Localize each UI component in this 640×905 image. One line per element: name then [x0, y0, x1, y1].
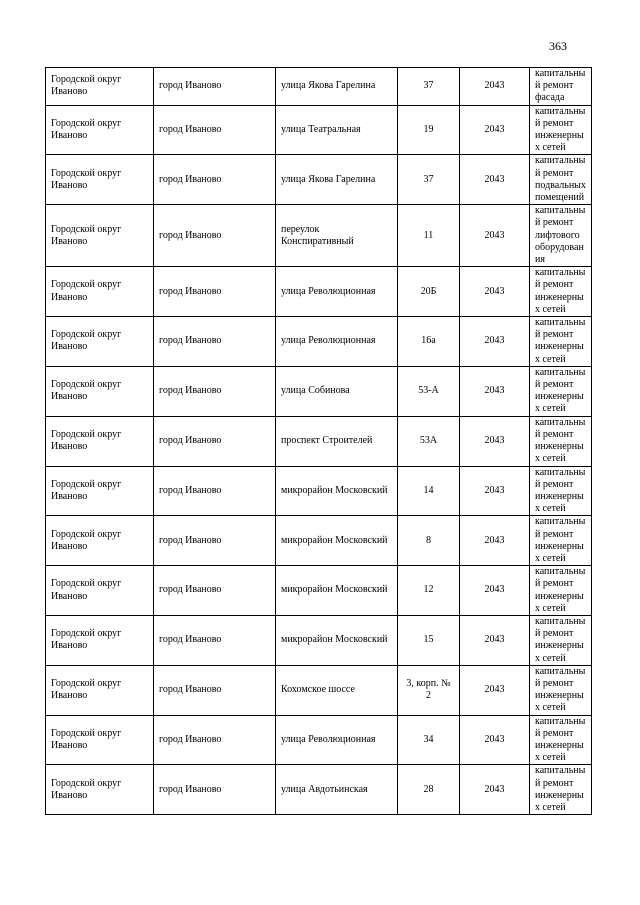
year-cell: 2043 [460, 68, 530, 106]
table-row [46, 516, 592, 566]
work-type-cell: капитальный ремонт фасада [530, 68, 592, 106]
table-row [46, 765, 592, 815]
street-cell: улица Революционная [276, 317, 398, 367]
region-cell: Городской округ Иваново [46, 155, 154, 205]
region-cell: Городской округ Иваново [46, 105, 154, 155]
city-cell: город Иваново [154, 366, 276, 416]
house-number-cell: 15 [398, 615, 460, 665]
work-type-cell: капитальный ремонт инженерных сетей [530, 715, 592, 765]
year-cell: 2043 [460, 665, 530, 715]
street-cell: улица Театральная [276, 105, 398, 155]
region-cell: Городской округ Иваново [46, 516, 154, 566]
region-cell: Городской округ Иваново [46, 466, 154, 516]
house-number-cell: 11 [398, 205, 460, 267]
year-cell: 2043 [460, 105, 530, 155]
year-cell: 2043 [460, 466, 530, 516]
table-row [46, 615, 592, 665]
table-row [46, 205, 592, 267]
city-cell: город Иваново [154, 155, 276, 205]
city-cell: город Иваново [154, 416, 276, 466]
page-number: 363 [549, 39, 567, 53]
table-row [46, 155, 592, 205]
work-type-cell: капитальный ремонт инженерных сетей [530, 566, 592, 616]
city-cell: город Иваново [154, 68, 276, 106]
region-cell: Городской округ Иваново [46, 366, 154, 416]
street-cell: Кохомское шоссе [276, 665, 398, 715]
year-cell: 2043 [460, 155, 530, 205]
city-cell: город Иваново [154, 765, 276, 815]
house-number-cell: 34 [398, 715, 460, 765]
city-cell: город Иваново [154, 205, 276, 267]
region-cell: Городской округ Иваново [46, 416, 154, 466]
house-number-cell: 53А [398, 416, 460, 466]
work-type-cell: капитальный ремонт инженерных сетей [530, 765, 592, 815]
house-number-cell: 20Б [398, 267, 460, 317]
region-cell: Городской округ Иваново [46, 317, 154, 367]
table-row [46, 267, 592, 317]
year-cell: 2043 [460, 267, 530, 317]
city-cell: город Иваново [154, 665, 276, 715]
year-cell: 2043 [460, 416, 530, 466]
table-row [46, 416, 592, 466]
work-type-cell: капитальный ремонт инженерных сетей [530, 267, 592, 317]
work-type-cell: капитальный ремонт инженерных сетей [530, 105, 592, 155]
house-number-cell: 53-А [398, 366, 460, 416]
house-number-cell: 19 [398, 105, 460, 155]
table-row [46, 105, 592, 155]
city-cell: город Иваново [154, 105, 276, 155]
street-cell: проспект Строителей [276, 416, 398, 466]
city-cell: город Иваново [154, 566, 276, 616]
region-cell: Городской округ Иваново [46, 68, 154, 106]
street-cell: улица Якова Гарелина [276, 68, 398, 106]
house-number-cell: 16а [398, 317, 460, 367]
street-cell: улица Революционная [276, 715, 398, 765]
year-cell: 2043 [460, 715, 530, 765]
street-cell: микрорайон Московский [276, 566, 398, 616]
work-type-cell: капитальный ремонт инженерных сетей [530, 665, 592, 715]
house-number-cell: 12 [398, 566, 460, 616]
region-cell: Городской округ Иваново [46, 715, 154, 765]
house-number-cell: 37 [398, 68, 460, 106]
street-cell: микрорайон Московский [276, 516, 398, 566]
year-cell: 2043 [460, 516, 530, 566]
work-type-cell: капитальный ремонт лифтового оборудования [530, 205, 592, 267]
year-cell: 2043 [460, 765, 530, 815]
house-number-cell: 8 [398, 516, 460, 566]
house-number-cell: 37 [398, 155, 460, 205]
work-type-cell: капитальный ремонт инженерных сетей [530, 416, 592, 466]
year-cell: 2043 [460, 615, 530, 665]
year-cell: 2043 [460, 205, 530, 267]
year-cell: 2043 [460, 317, 530, 367]
house-number-cell: 3, корп. № 2 [398, 665, 460, 715]
table-row [46, 466, 592, 516]
year-cell: 2043 [460, 366, 530, 416]
street-cell: улица Авдотьинская [276, 765, 398, 815]
city-cell: город Иваново [154, 516, 276, 566]
table-row [46, 665, 592, 715]
city-cell: город Иваново [154, 317, 276, 367]
work-type-cell: капитальный ремонт инженерных сетей [530, 366, 592, 416]
region-cell: Городской округ Иваново [46, 665, 154, 715]
street-cell: улица Революционная [276, 267, 398, 317]
work-type-cell: капитальный ремонт инженерных сетей [530, 466, 592, 516]
region-cell: Городской округ Иваново [46, 267, 154, 317]
house-number-cell: 14 [398, 466, 460, 516]
street-cell: улица Якова Гарелина [276, 155, 398, 205]
work-type-cell: капитальный ремонт инженерных сетей [530, 615, 592, 665]
city-cell: город Иваново [154, 267, 276, 317]
work-type-cell: капитальный ремонт инженерных сетей [530, 317, 592, 367]
region-cell: Городской округ Иваново [46, 765, 154, 815]
table-body [46, 68, 592, 815]
year-cell: 2043 [460, 566, 530, 616]
work-type-cell: капитальный ремонт инженерных сетей [530, 516, 592, 566]
table-row [46, 715, 592, 765]
table-row [46, 68, 592, 106]
street-cell: переулок Конспиративный [276, 205, 398, 267]
work-type-cell: капитальный ремонт подвальных помещений [530, 155, 592, 205]
region-cell: Городской округ Иваново [46, 615, 154, 665]
table-row [46, 366, 592, 416]
region-cell: Городской округ Иваново [46, 566, 154, 616]
table-row [46, 566, 592, 616]
street-cell: улица Собинова [276, 366, 398, 416]
house-number-cell: 28 [398, 765, 460, 815]
city-cell: город Иваново [154, 466, 276, 516]
street-cell: микрорайон Московский [276, 615, 398, 665]
street-cell: микрорайон Московский [276, 466, 398, 516]
city-cell: город Иваново [154, 615, 276, 665]
city-cell: город Иваново [154, 715, 276, 765]
table-row [46, 317, 592, 367]
repair-schedule-table [45, 67, 592, 815]
region-cell: Городской округ Иваново [46, 205, 154, 267]
